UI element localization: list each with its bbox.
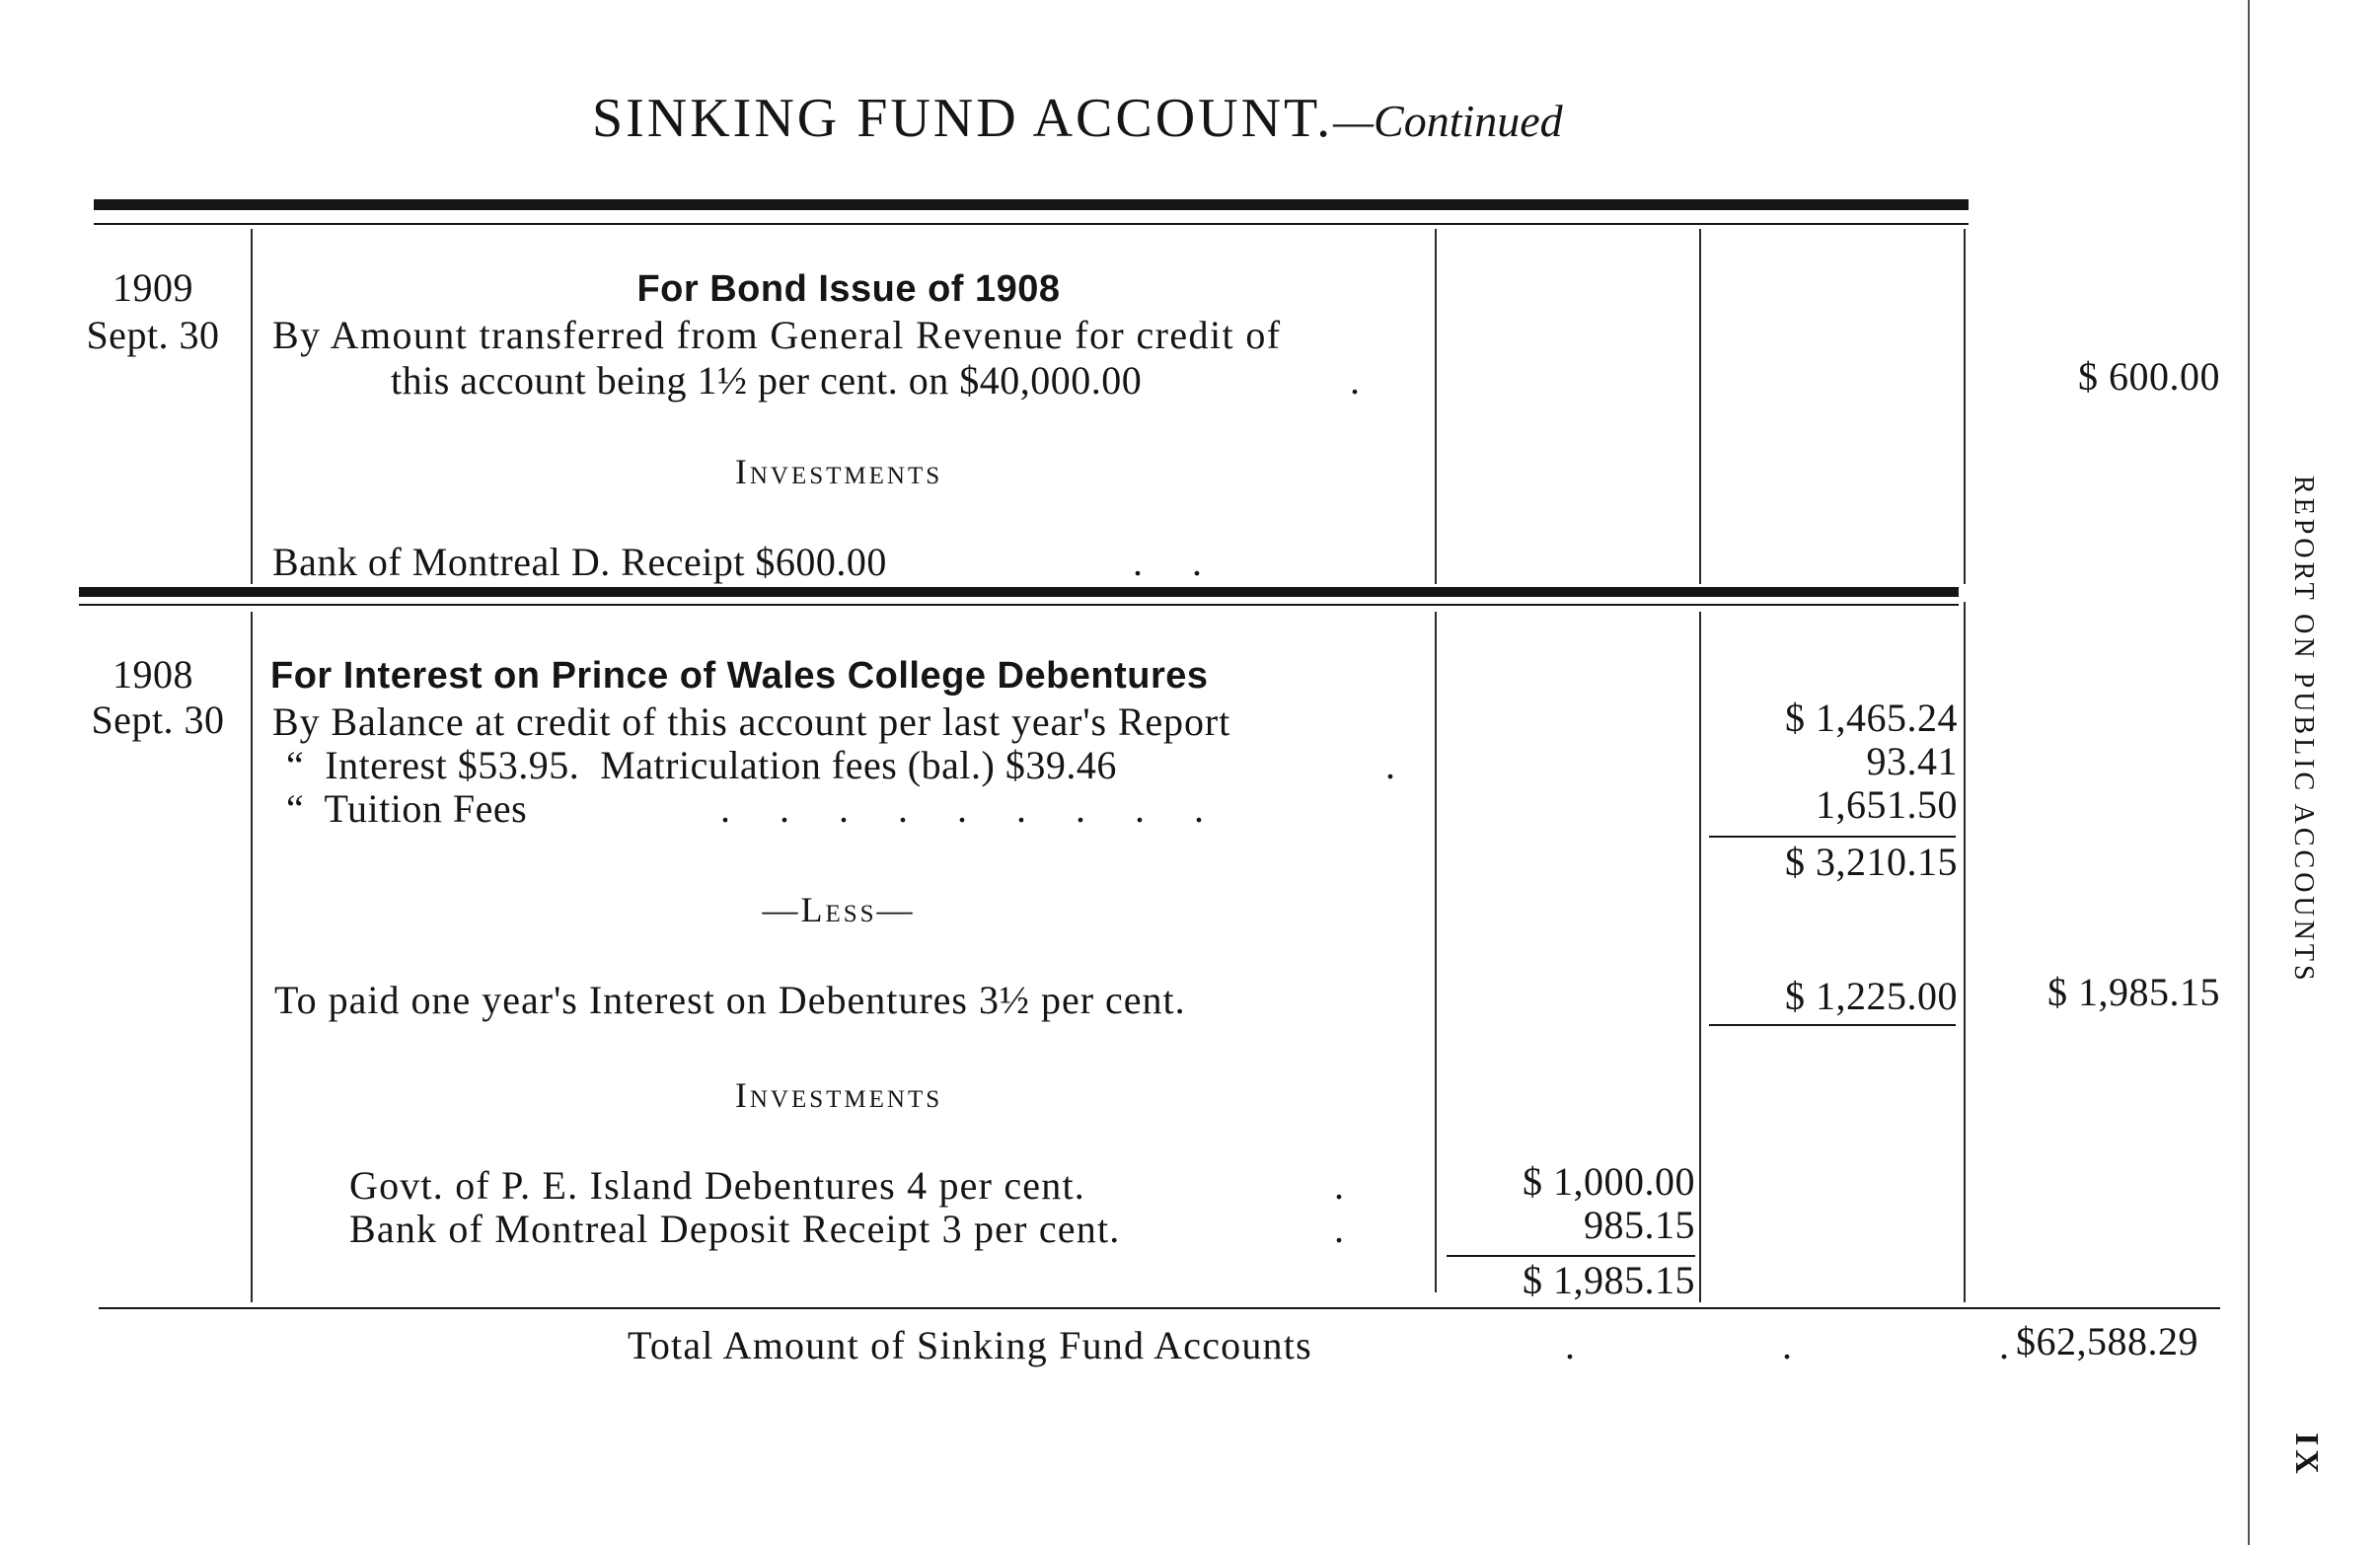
paid-underline-rule [1709, 1024, 1956, 1026]
section2-row-3-leader: . . . . . . . . . [720, 786, 1204, 831]
top-thin-rule [94, 223, 1969, 225]
section2-investment-1-leader: . [1334, 1163, 1345, 1208]
section2-paid-amount: $ 1,225.00 [1785, 974, 1958, 1018]
section2-subtotal: $ 3,210.15 [1785, 840, 1958, 884]
section2-investment-1-text: Govt. of P. E. Island Debentures 4 per cent. [349, 1163, 1085, 1208]
section1-line2 [391, 358, 1143, 403]
section2-investments-heading: Investments [734, 1075, 943, 1115]
page-title-continued: —Continued [1333, 96, 1563, 146]
bottom-rule [99, 1307, 2220, 1309]
section1-investment-leader: . . [1133, 540, 1202, 584]
section1-year: 1909 [112, 265, 193, 310]
middle-thin-rule [79, 604, 1959, 606]
page-title-main: SINKING FUND ACCOUNT. [592, 88, 1334, 149]
page-number: IX [2288, 1433, 2325, 1478]
section2-investment-1-amount: $ 1,000.00 [1523, 1159, 1695, 1204]
running-head: REPORT ON PUBLIC ACCOUNTS [2288, 476, 2319, 985]
section1-heading: For Bond Issue of 1908 [636, 268, 1061, 310]
middle-thick-rule [79, 587, 1959, 597]
section2-row-1-amount: $ 1,465.24 [1785, 696, 1958, 740]
section1-line1: By Amount transferred from General Revenue for credit of [272, 313, 1282, 357]
right-margin-rule [2248, 0, 2250, 1545]
section2-row-3-amount: 1,651.50 [1816, 782, 1958, 827]
section2-row-2-amount: 93.41 [1866, 739, 1958, 783]
section2-row-3-text: “ Tuition Fees [286, 786, 528, 831]
section2-row-2-leader: . [1385, 743, 1396, 787]
top-thick-rule [94, 199, 1969, 210]
section2-heading: For Interest on Prince of Wales College Debentures [270, 655, 1209, 697]
section2-less-heading: —Less— [762, 890, 916, 929]
section1-amount: $ 600.00 [2078, 354, 2220, 399]
total-amount: $62,588.29 [2016, 1319, 2198, 1363]
section1-line2-leader: . [1350, 358, 1361, 403]
section1-investment-line: Bank of Montreal D. Receipt $600.00 [272, 540, 887, 584]
section1-col2-rule [1699, 229, 1701, 584]
section2-investment-2-leader: . [1334, 1207, 1345, 1251]
section2-col3-rule [1964, 602, 1966, 1302]
section2-date: Sept. 30 [91, 698, 225, 742]
section2-net-amount: $ 1,985.15 [2047, 970, 2220, 1014]
section2-investment-2-text: Bank of Montreal Deposit Receipt 3 per cent. [349, 1207, 1121, 1251]
section2-year: 1908 [112, 652, 193, 697]
section2-row-2-text: “ Interest $53.95. Matriculation fees (bal.) $39.46 [286, 743, 1117, 787]
total-leader: . . . [1565, 1323, 2019, 1367]
section1-investments-heading: Investments [734, 452, 943, 491]
section2-investment-2-amount: 985.15 [1584, 1203, 1695, 1247]
total-label: Total Amount of Sinking Fund Accounts [628, 1323, 1312, 1367]
investments-total-rule [1447, 1255, 1695, 1257]
subtotal-rule [1709, 836, 1956, 838]
section1-date-column-rule [251, 229, 253, 584]
section2-investments-total: $ 1,985.15 [1523, 1258, 1695, 1302]
section1-date: Sept. 30 [86, 313, 220, 357]
section2-row-1-text: By Balance at credit of this account per last year's Report [272, 699, 1231, 744]
section1-line2-text: this account being 1½ per cent. on $40,000.00 [391, 358, 1143, 403]
page-title [592, 88, 1563, 149]
section1-col3-rule [1964, 229, 1966, 584]
section2-paid-line: To paid one year's Interest on Debentures 3½ per cent. [274, 978, 1186, 1022]
section1-col1-rule [1435, 229, 1437, 584]
